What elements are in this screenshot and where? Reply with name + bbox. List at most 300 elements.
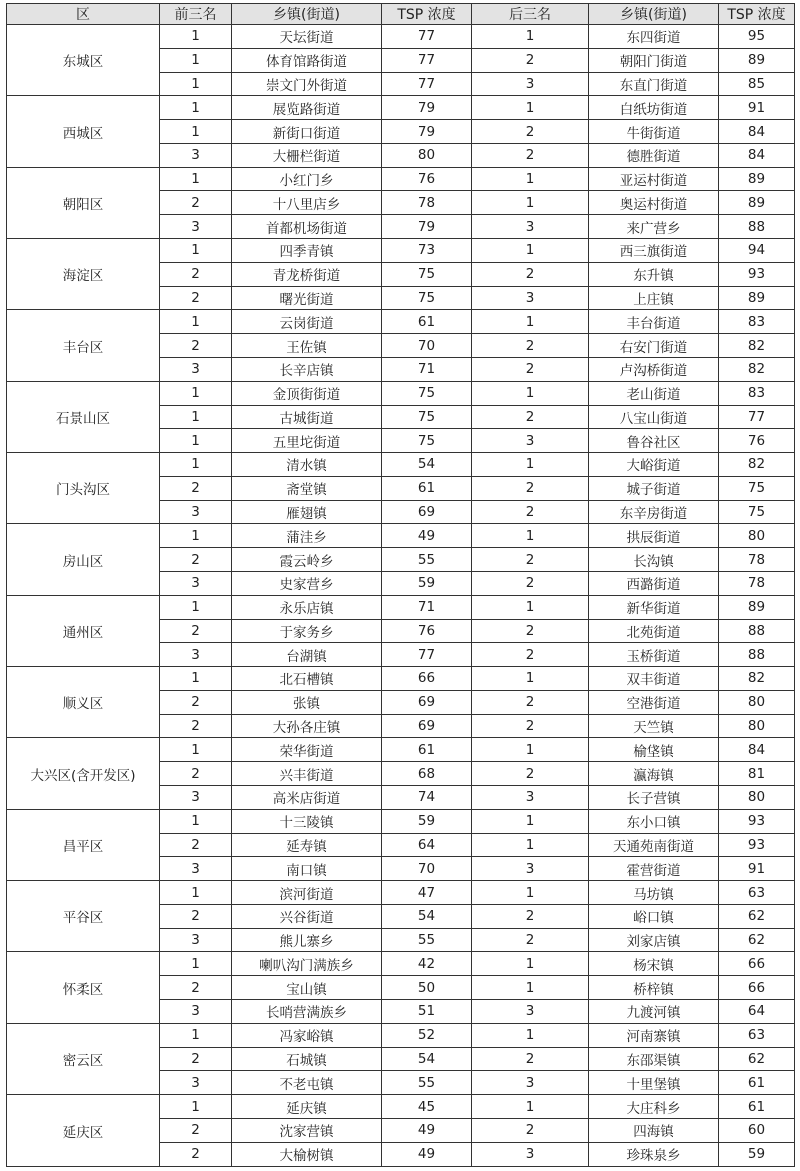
top-rank-cell: 2 xyxy=(160,833,232,857)
table-row xyxy=(7,667,795,691)
top-rank-cell: 1 xyxy=(160,72,232,96)
top-rank-cell: 1 xyxy=(160,809,232,833)
bottom-rank-cell: 3 xyxy=(472,429,589,453)
bottom-town-cell: 丰台街道 xyxy=(589,310,719,334)
bottom-rank-cell: 1 xyxy=(472,952,589,976)
bottom-tsp-cell: 85 xyxy=(719,72,795,96)
district-name-cell: 大兴区(含开发区) xyxy=(7,738,160,809)
bottom-tsp-cell: 82 xyxy=(719,334,795,358)
table-row xyxy=(7,310,795,334)
top-rank-cell: 1 xyxy=(160,310,232,334)
district-name-cell: 昌平区 xyxy=(7,809,160,880)
top-rank-cell: 3 xyxy=(160,857,232,881)
bottom-town-cell: 牛街街道 xyxy=(589,120,719,144)
top-town-cell: 延寿镇 xyxy=(232,833,382,857)
table-row xyxy=(7,738,795,762)
header-top-rank: 前三名 xyxy=(160,4,232,25)
bottom-tsp-cell: 89 xyxy=(719,595,795,619)
bottom-rank-cell: 2 xyxy=(472,1047,589,1071)
bottom-tsp-cell: 80 xyxy=(719,786,795,810)
top-town-cell: 熊儿寨乡 xyxy=(232,928,382,952)
bottom-rank-cell: 2 xyxy=(472,548,589,572)
top-tsp-cell: 80 xyxy=(382,143,472,167)
bottom-tsp-cell: 76 xyxy=(719,429,795,453)
top-tsp-cell: 76 xyxy=(382,619,472,643)
bottom-rank-cell: 3 xyxy=(472,1000,589,1024)
top-tsp-cell: 75 xyxy=(382,429,472,453)
top-town-cell: 高米店街道 xyxy=(232,786,382,810)
bottom-tsp-cell: 89 xyxy=(719,286,795,310)
bottom-tsp-cell: 83 xyxy=(719,381,795,405)
top-tsp-cell: 77 xyxy=(382,48,472,72)
district-name-cell: 东城区 xyxy=(7,25,160,96)
bottom-rank-cell: 2 xyxy=(472,619,589,643)
bottom-town-cell: 桥梓镇 xyxy=(589,976,719,1000)
header-top-tsp: TSP 浓度 xyxy=(382,4,472,25)
top-rank-cell: 1 xyxy=(160,952,232,976)
top-tsp-cell: 79 xyxy=(382,96,472,120)
top-town-cell: 延庆镇 xyxy=(232,1095,382,1119)
bottom-tsp-cell: 84 xyxy=(719,738,795,762)
bottom-rank-cell: 2 xyxy=(472,643,589,667)
bottom-rank-cell: 1 xyxy=(472,167,589,191)
top-tsp-cell: 54 xyxy=(382,1047,472,1071)
top-town-cell: 史家营乡 xyxy=(232,571,382,595)
bottom-rank-cell: 1 xyxy=(472,239,589,263)
bottom-rank-cell: 1 xyxy=(472,667,589,691)
top-town-cell: 台湖镇 xyxy=(232,643,382,667)
district-name-cell: 门头沟区 xyxy=(7,453,160,524)
bottom-tsp-cell: 78 xyxy=(719,548,795,572)
bottom-rank-cell: 3 xyxy=(472,72,589,96)
top-town-cell: 永乐店镇 xyxy=(232,595,382,619)
district-name-cell: 延庆区 xyxy=(7,1095,160,1167)
top-tsp-cell: 70 xyxy=(382,857,472,881)
bottom-rank-cell: 1 xyxy=(472,310,589,334)
bottom-tsp-cell: 95 xyxy=(719,25,795,49)
bottom-rank-cell: 2 xyxy=(472,120,589,144)
bottom-tsp-cell: 89 xyxy=(719,167,795,191)
bottom-town-cell: 朝阳门街道 xyxy=(589,48,719,72)
bottom-rank-cell: 3 xyxy=(472,215,589,239)
top-rank-cell: 2 xyxy=(160,286,232,310)
district-name-cell: 朝阳区 xyxy=(7,167,160,238)
bottom-tsp-cell: 59 xyxy=(719,1142,795,1166)
table-row xyxy=(7,239,795,263)
district-name-cell: 西城区 xyxy=(7,96,160,167)
top-town-cell: 首都机场街道 xyxy=(232,215,382,239)
bottom-town-cell: 北苑街道 xyxy=(589,619,719,643)
district-name-cell: 房山区 xyxy=(7,524,160,595)
top-rank-cell: 2 xyxy=(160,548,232,572)
bottom-rank-cell: 1 xyxy=(472,381,589,405)
top-rank-cell: 1 xyxy=(160,239,232,263)
top-tsp-cell: 66 xyxy=(382,667,472,691)
top-town-cell: 斋堂镇 xyxy=(232,476,382,500)
bottom-rank-cell: 3 xyxy=(472,286,589,310)
bottom-town-cell: 河南寨镇 xyxy=(589,1023,719,1047)
top-tsp-cell: 77 xyxy=(382,72,472,96)
top-town-cell: 霞云岭乡 xyxy=(232,548,382,572)
header-district: 区 xyxy=(7,4,160,25)
table-row xyxy=(7,453,795,477)
bottom-town-cell: 东四街道 xyxy=(589,25,719,49)
bottom-town-cell: 东辛房街道 xyxy=(589,500,719,524)
top-rank-cell: 2 xyxy=(160,762,232,786)
bottom-town-cell: 双丰街道 xyxy=(589,667,719,691)
top-tsp-cell: 75 xyxy=(382,262,472,286)
top-rank-cell: 2 xyxy=(160,619,232,643)
table-row xyxy=(7,25,795,49)
top-rank-cell: 3 xyxy=(160,143,232,167)
bottom-rank-cell: 2 xyxy=(472,405,589,429)
top-town-cell: 十八里店乡 xyxy=(232,191,382,215)
top-rank-cell: 1 xyxy=(160,167,232,191)
table-row xyxy=(7,1023,795,1047)
top-town-cell: 滨河街道 xyxy=(232,881,382,905)
top-rank-cell: 2 xyxy=(160,334,232,358)
tsp-ranking-table xyxy=(6,3,795,1167)
top-rank-cell: 2 xyxy=(160,262,232,286)
top-rank-cell: 2 xyxy=(160,476,232,500)
header-bottom-rank: 后三名 xyxy=(472,4,589,25)
top-rank-cell: 3 xyxy=(160,357,232,381)
top-town-cell: 体育馆路街道 xyxy=(232,48,382,72)
top-rank-cell: 1 xyxy=(160,453,232,477)
top-rank-cell: 1 xyxy=(160,667,232,691)
bottom-town-cell: 玉桥街道 xyxy=(589,643,719,667)
bottom-town-cell: 大峪街道 xyxy=(589,453,719,477)
bottom-rank-cell: 3 xyxy=(472,786,589,810)
top-rank-cell: 3 xyxy=(160,215,232,239)
bottom-tsp-cell: 91 xyxy=(719,857,795,881)
top-town-cell: 五里坨街道 xyxy=(232,429,382,453)
top-town-cell: 大榆树镇 xyxy=(232,1142,382,1166)
table-row xyxy=(7,381,795,405)
bottom-tsp-cell: 93 xyxy=(719,833,795,857)
top-town-cell: 金顶街街道 xyxy=(232,381,382,405)
district-name-cell: 海淀区 xyxy=(7,239,160,310)
top-tsp-cell: 78 xyxy=(382,191,472,215)
bottom-rank-cell: 2 xyxy=(472,143,589,167)
top-tsp-cell: 49 xyxy=(382,1118,472,1142)
top-town-cell: 大栅栏街道 xyxy=(232,143,382,167)
bottom-rank-cell: 2 xyxy=(472,500,589,524)
bottom-rank-cell: 3 xyxy=(472,857,589,881)
bottom-tsp-cell: 82 xyxy=(719,667,795,691)
top-tsp-cell: 69 xyxy=(382,690,472,714)
top-tsp-cell: 70 xyxy=(382,334,472,358)
bottom-rank-cell: 2 xyxy=(472,928,589,952)
top-tsp-cell: 71 xyxy=(382,595,472,619)
table-row xyxy=(7,524,795,548)
bottom-rank-cell: 2 xyxy=(472,357,589,381)
top-town-cell: 小红门乡 xyxy=(232,167,382,191)
bottom-tsp-cell: 62 xyxy=(719,928,795,952)
top-tsp-cell: 55 xyxy=(382,928,472,952)
bottom-rank-cell: 1 xyxy=(472,1023,589,1047)
bottom-town-cell: 东小口镇 xyxy=(589,809,719,833)
bottom-tsp-cell: 60 xyxy=(719,1118,795,1142)
top-town-cell: 新街口街道 xyxy=(232,120,382,144)
top-town-cell: 十三陵镇 xyxy=(232,809,382,833)
bottom-tsp-cell: 61 xyxy=(719,1095,795,1119)
top-town-cell: 冯家峪镇 xyxy=(232,1023,382,1047)
top-rank-cell: 1 xyxy=(160,48,232,72)
top-rank-cell: 1 xyxy=(160,120,232,144)
bottom-tsp-cell: 80 xyxy=(719,690,795,714)
bottom-town-cell: 白纸坊街道 xyxy=(589,96,719,120)
bottom-tsp-cell: 63 xyxy=(719,1023,795,1047)
top-rank-cell: 1 xyxy=(160,429,232,453)
bottom-tsp-cell: 88 xyxy=(719,215,795,239)
ranking-document xyxy=(6,3,794,1167)
bottom-rank-cell: 2 xyxy=(472,762,589,786)
bottom-tsp-cell: 80 xyxy=(719,714,795,738)
bottom-rank-cell: 2 xyxy=(472,48,589,72)
top-tsp-cell: 47 xyxy=(382,881,472,905)
top-town-cell: 清水镇 xyxy=(232,453,382,477)
top-tsp-cell: 61 xyxy=(382,738,472,762)
top-tsp-cell: 64 xyxy=(382,833,472,857)
bottom-rank-cell: 1 xyxy=(472,1095,589,1119)
table-row xyxy=(7,952,795,976)
bottom-town-cell: 霍营街道 xyxy=(589,857,719,881)
top-town-cell: 四季青镇 xyxy=(232,239,382,263)
top-town-cell: 蒲洼乡 xyxy=(232,524,382,548)
top-rank-cell: 3 xyxy=(160,786,232,810)
top-town-cell: 天坛街道 xyxy=(232,25,382,49)
top-town-cell: 雁翅镇 xyxy=(232,500,382,524)
top-tsp-cell: 77 xyxy=(382,643,472,667)
top-rank-cell: 2 xyxy=(160,1047,232,1071)
top-tsp-cell: 49 xyxy=(382,524,472,548)
top-rank-cell: 1 xyxy=(160,738,232,762)
bottom-tsp-cell: 84 xyxy=(719,143,795,167)
bottom-tsp-cell: 84 xyxy=(719,120,795,144)
table-row xyxy=(7,167,795,191)
top-tsp-cell: 75 xyxy=(382,286,472,310)
top-rank-cell: 2 xyxy=(160,904,232,928)
top-town-cell: 大孙各庄镇 xyxy=(232,714,382,738)
bottom-town-cell: 拱辰街道 xyxy=(589,524,719,548)
top-town-cell: 不老屯镇 xyxy=(232,1071,382,1095)
bottom-town-cell: 峪口镇 xyxy=(589,904,719,928)
bottom-tsp-cell: 75 xyxy=(719,500,795,524)
top-rank-cell: 3 xyxy=(160,1071,232,1095)
bottom-town-cell: 西潞街道 xyxy=(589,571,719,595)
district-name-cell: 密云区 xyxy=(7,1023,160,1094)
top-rank-cell: 1 xyxy=(160,96,232,120)
header-bottom-town: 乡镇(街道) xyxy=(589,4,719,25)
bottom-town-cell: 鲁谷社区 xyxy=(589,429,719,453)
top-rank-cell: 1 xyxy=(160,524,232,548)
top-tsp-cell: 50 xyxy=(382,976,472,1000)
top-town-cell: 青龙桥街道 xyxy=(232,262,382,286)
bottom-rank-cell: 2 xyxy=(472,262,589,286)
top-town-cell: 兴谷街道 xyxy=(232,904,382,928)
top-town-cell: 沈家营镇 xyxy=(232,1118,382,1142)
bottom-town-cell: 珍珠泉乡 xyxy=(589,1142,719,1166)
top-rank-cell: 1 xyxy=(160,1095,232,1119)
district-name-cell: 石景山区 xyxy=(7,381,160,452)
district-name-cell: 顺义区 xyxy=(7,667,160,738)
bottom-tsp-cell: 89 xyxy=(719,191,795,215)
bottom-tsp-cell: 64 xyxy=(719,1000,795,1024)
bottom-tsp-cell: 82 xyxy=(719,453,795,477)
bottom-town-cell: 上庄镇 xyxy=(589,286,719,310)
bottom-rank-cell: 1 xyxy=(472,833,589,857)
bottom-rank-cell: 1 xyxy=(472,96,589,120)
bottom-town-cell: 新华街道 xyxy=(589,595,719,619)
top-tsp-cell: 73 xyxy=(382,239,472,263)
top-tsp-cell: 55 xyxy=(382,1071,472,1095)
top-rank-cell: 2 xyxy=(160,976,232,1000)
bottom-town-cell: 长子营镇 xyxy=(589,786,719,810)
table-row xyxy=(7,809,795,833)
header-bottom-tsp: TSP 浓度 xyxy=(719,4,795,25)
bottom-rank-cell: 1 xyxy=(472,738,589,762)
district-name-cell: 丰台区 xyxy=(7,310,160,381)
bottom-rank-cell: 1 xyxy=(472,881,589,905)
bottom-town-cell: 天通苑南街道 xyxy=(589,833,719,857)
bottom-tsp-cell: 80 xyxy=(719,524,795,548)
top-rank-cell: 1 xyxy=(160,595,232,619)
top-tsp-cell: 74 xyxy=(382,786,472,810)
bottom-rank-cell: 2 xyxy=(472,571,589,595)
top-tsp-cell: 69 xyxy=(382,500,472,524)
bottom-town-cell: 八宝山街道 xyxy=(589,405,719,429)
top-town-cell: 北石槽镇 xyxy=(232,667,382,691)
bottom-town-cell: 城子街道 xyxy=(589,476,719,500)
top-rank-cell: 1 xyxy=(160,405,232,429)
top-town-cell: 石城镇 xyxy=(232,1047,382,1071)
bottom-town-cell: 亚运村街道 xyxy=(589,167,719,191)
bottom-town-cell: 马坊镇 xyxy=(589,881,719,905)
bottom-town-cell: 九渡河镇 xyxy=(589,1000,719,1024)
bottom-town-cell: 老山街道 xyxy=(589,381,719,405)
bottom-town-cell: 瀛海镇 xyxy=(589,762,719,786)
bottom-tsp-cell: 78 xyxy=(719,571,795,595)
bottom-tsp-cell: 91 xyxy=(719,96,795,120)
bottom-tsp-cell: 66 xyxy=(719,976,795,1000)
bottom-rank-cell: 1 xyxy=(472,191,589,215)
top-rank-cell: 2 xyxy=(160,1118,232,1142)
top-tsp-cell: 51 xyxy=(382,1000,472,1024)
top-rank-cell: 1 xyxy=(160,1023,232,1047)
bottom-rank-cell: 2 xyxy=(472,714,589,738)
bottom-town-cell: 长沟镇 xyxy=(589,548,719,572)
table-row xyxy=(7,96,795,120)
top-town-cell: 于家务乡 xyxy=(232,619,382,643)
top-rank-cell: 3 xyxy=(160,643,232,667)
bottom-rank-cell: 1 xyxy=(472,976,589,1000)
bottom-rank-cell: 2 xyxy=(472,476,589,500)
top-town-cell: 曙光街道 xyxy=(232,286,382,310)
bottom-town-cell: 天竺镇 xyxy=(589,714,719,738)
top-town-cell: 云岗街道 xyxy=(232,310,382,334)
bottom-town-cell: 卢沟桥街道 xyxy=(589,357,719,381)
district-name-cell: 通州区 xyxy=(7,595,160,666)
top-town-cell: 荣华街道 xyxy=(232,738,382,762)
bottom-town-cell: 刘家店镇 xyxy=(589,928,719,952)
table-row xyxy=(7,1095,795,1119)
top-rank-cell: 2 xyxy=(160,690,232,714)
top-rank-cell: 3 xyxy=(160,928,232,952)
top-tsp-cell: 42 xyxy=(382,952,472,976)
top-rank-cell: 2 xyxy=(160,714,232,738)
top-rank-cell: 3 xyxy=(160,571,232,595)
top-tsp-cell: 59 xyxy=(382,809,472,833)
header-row xyxy=(7,4,795,25)
header-top-town: 乡镇(街道) xyxy=(232,4,382,25)
bottom-rank-cell: 1 xyxy=(472,524,589,548)
bottom-rank-cell: 2 xyxy=(472,1118,589,1142)
top-tsp-cell: 54 xyxy=(382,904,472,928)
bottom-town-cell: 西三旗街道 xyxy=(589,239,719,263)
bottom-tsp-cell: 77 xyxy=(719,405,795,429)
bottom-tsp-cell: 89 xyxy=(719,48,795,72)
top-town-cell: 兴丰街道 xyxy=(232,762,382,786)
bottom-town-cell: 空港街道 xyxy=(589,690,719,714)
top-rank-cell: 1 xyxy=(160,25,232,49)
bottom-tsp-cell: 88 xyxy=(719,619,795,643)
top-town-cell: 张镇 xyxy=(232,690,382,714)
top-tsp-cell: 79 xyxy=(382,120,472,144)
top-town-cell: 长哨营满族乡 xyxy=(232,1000,382,1024)
bottom-tsp-cell: 63 xyxy=(719,881,795,905)
top-tsp-cell: 54 xyxy=(382,453,472,477)
top-tsp-cell: 61 xyxy=(382,310,472,334)
top-tsp-cell: 71 xyxy=(382,357,472,381)
top-tsp-cell: 79 xyxy=(382,215,472,239)
bottom-town-cell: 四海镇 xyxy=(589,1118,719,1142)
bottom-tsp-cell: 61 xyxy=(719,1071,795,1095)
bottom-town-cell: 右安门街道 xyxy=(589,334,719,358)
bottom-town-cell: 奥运村街道 xyxy=(589,191,719,215)
top-rank-cell: 2 xyxy=(160,191,232,215)
top-rank-cell: 2 xyxy=(160,1142,232,1166)
bottom-tsp-cell: 93 xyxy=(719,262,795,286)
top-tsp-cell: 49 xyxy=(382,1142,472,1166)
bottom-town-cell: 东邵渠镇 xyxy=(589,1047,719,1071)
bottom-town-cell: 杨宋镇 xyxy=(589,952,719,976)
bottom-rank-cell: 1 xyxy=(472,809,589,833)
top-town-cell: 古城街道 xyxy=(232,405,382,429)
table-row xyxy=(7,881,795,905)
top-tsp-cell: 69 xyxy=(382,714,472,738)
top-tsp-cell: 68 xyxy=(382,762,472,786)
bottom-tsp-cell: 62 xyxy=(719,1047,795,1071)
bottom-rank-cell: 1 xyxy=(472,453,589,477)
bottom-tsp-cell: 66 xyxy=(719,952,795,976)
bottom-rank-cell: 1 xyxy=(472,595,589,619)
bottom-rank-cell: 2 xyxy=(472,334,589,358)
top-tsp-cell: 75 xyxy=(382,405,472,429)
top-rank-cell: 3 xyxy=(160,1000,232,1024)
top-tsp-cell: 52 xyxy=(382,1023,472,1047)
district-name-cell: 怀柔区 xyxy=(7,952,160,1023)
top-tsp-cell: 45 xyxy=(382,1095,472,1119)
bottom-town-cell: 东直门街道 xyxy=(589,72,719,96)
bottom-tsp-cell: 93 xyxy=(719,809,795,833)
bottom-rank-cell: 3 xyxy=(472,1142,589,1166)
top-tsp-cell: 77 xyxy=(382,25,472,49)
bottom-tsp-cell: 83 xyxy=(719,310,795,334)
bottom-tsp-cell: 75 xyxy=(719,476,795,500)
top-rank-cell: 3 xyxy=(160,500,232,524)
table-body xyxy=(7,25,795,1167)
